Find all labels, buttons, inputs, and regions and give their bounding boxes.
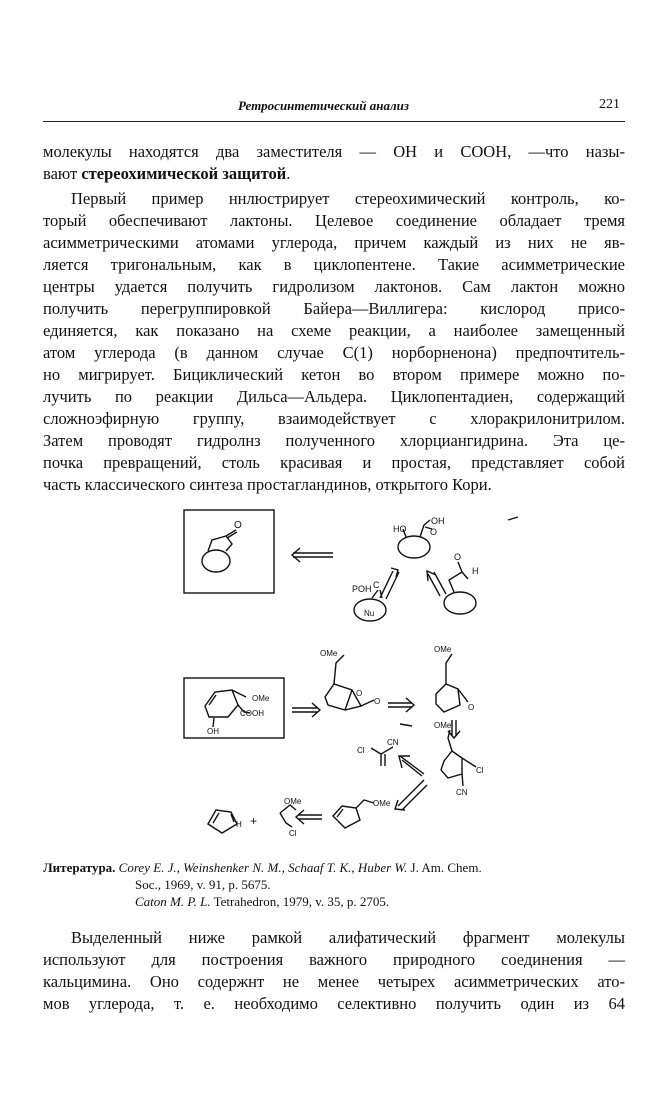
scheme-label-c: C — [373, 580, 380, 590]
scheme-label-o4: O — [356, 689, 363, 698]
para2-line: но мигрирует. Бициклический кетон во втором примере можно по- — [43, 365, 625, 384]
scheme-label-o2: O — [430, 527, 438, 537]
scheme-label-h1: H — [472, 566, 479, 576]
para2-line: лучить по реакции Дильса—Альдера. Циклопентадиен, содержащий — [43, 387, 625, 406]
para2-line: Затем проводят гидролнз полученного хлорциангидрина. Эта це- — [43, 431, 625, 450]
norbornenone-cage — [436, 684, 460, 712]
paragraph-1-line: молекулы находятся два заместителя — ОН и СООН, —что назы- — [43, 142, 625, 161]
stray-mark — [508, 517, 518, 520]
forward-arrow-2 — [388, 698, 414, 712]
paragraph-1-line — [43, 163, 625, 185]
paragraph-3 — [43, 927, 625, 1015]
scheme-label-oh-bottom: OH — [207, 727, 219, 736]
bicyclic-lactone-carbonyl — [361, 700, 374, 706]
scheme-label-ome-lactone: OMe — [320, 649, 338, 658]
adduct-bonds — [448, 730, 476, 786]
lactone-target-box — [184, 510, 274, 593]
retro-arrow-up-diag — [395, 780, 427, 810]
chloroacrylonitrile — [371, 747, 393, 766]
scheme-label-o5: O — [374, 697, 381, 706]
retro-arrow-up-left — [380, 568, 399, 599]
paragraph-2 — [43, 188, 625, 496]
target-compound-box — [184, 678, 284, 738]
para2-line: центры удается получить гидролизом лактонов. Сам лактон можно — [43, 277, 625, 296]
para2-line: атом углерода (в данном случае С(1) норборненона) предпочтитель- — [43, 343, 625, 362]
header-rule — [43, 121, 625, 122]
scheme-label-plus: + — [250, 814, 258, 828]
scheme-label-o6: O — [468, 703, 475, 712]
para3-line: кальцимина. Оно содержнт не менее четырех асимметрических ато- — [43, 972, 625, 991]
para2-line: Первый пример ннлюстрирует стереохимический контроль, ко- — [71, 189, 625, 208]
scheme-label-ome-target: OMe — [252, 694, 270, 703]
substituted-cyclopentadiene-side-chain — [356, 800, 374, 808]
aldehyde-bonds — [449, 572, 468, 592]
scheme-label-ho: HO — [393, 524, 407, 534]
reference-2-authors: Caton M. P. L. — [135, 894, 211, 909]
scheme-label-oh-top: OH — [431, 516, 445, 526]
paragraph-1 — [43, 141, 625, 185]
scheme-label-o1: O — [234, 520, 242, 531]
scheme-label-cl-acryl: Cl — [357, 746, 365, 755]
retro-arrow-left-diag — [399, 756, 424, 776]
bicyclic-lactone-bonds — [334, 655, 352, 710]
para2-line: единяется, как показано на схеме реакции, а наиболее замещенный — [43, 321, 625, 340]
scheme-label-ome-diene: OMe — [373, 799, 391, 808]
hydroxyacid-bonds — [403, 520, 430, 537]
stereochemical-protection-term: стереохимической защитой — [81, 164, 287, 183]
para3-line: мов углерода, т. е. необходимо селективно получить один из 64 — [43, 994, 625, 1013]
forward-arrow-1 — [292, 703, 320, 717]
retro-arrow-stub — [400, 724, 412, 726]
para2-line: часть классического синтеза простагландинов, открытого Кори. — [43, 475, 492, 494]
para3-line: используют для построения важного природного соединения — — [43, 950, 625, 969]
para2-line: почка превращений, столь красивая и простая, представляет собой — [43, 453, 625, 472]
scheme-label-cl-ether: Cl — [289, 829, 297, 838]
page-number: 221 — [599, 97, 620, 112]
running-title: Ретросинтетический анализ — [238, 98, 409, 113]
para1-suffix: . — [286, 164, 291, 183]
references-label: Литература. — [43, 860, 116, 875]
reference-1-journal: J. Am. Chem. — [410, 860, 482, 875]
scheme-label-h-plus: H — [236, 820, 242, 829]
scheme-label-ome-ether: OMe — [284, 797, 302, 806]
lactone-ring — [202, 550, 230, 572]
retro-arrow-1 — [292, 548, 333, 562]
para2-line: торый обеспечивают лактоны. Целевое соединение обладает тремя — [43, 211, 625, 230]
scheme-label-ome-adduct: OMe — [434, 721, 452, 730]
reference-2-details: Tetrahedron, 1979, v. 35, p. 2705. — [213, 894, 390, 909]
reference-1-authors: Corey E. J., Weinshenker N. M., Schaaf T. K., Huber W. — [118, 860, 408, 875]
chloromethyl-ether — [280, 805, 296, 827]
aldehyde-carbonyl — [458, 562, 462, 572]
para2-line: ляется тригональным, как в циклопентене. Такие асимметрические — [43, 255, 625, 274]
retro-arrow-up-right — [427, 571, 446, 596]
scheme-label-cn-acryl: CN — [387, 738, 399, 747]
reference-1 — [43, 859, 633, 876]
para2-line: асимметрическими атомами углерода, причем каждый из них не яв- — [43, 233, 625, 252]
reaction-scheme — [0, 498, 663, 843]
lactone-carbonyl — [226, 530, 237, 538]
cyclopentadienyl-ring — [208, 810, 237, 833]
scheme-label-cn-adduct: CN — [456, 788, 468, 797]
scheme-label-ome-ketone: OMe — [434, 645, 452, 654]
retro-arrow-bottom — [296, 810, 322, 824]
lactone-bridge — [208, 536, 232, 551]
norbornenone-bonds — [446, 654, 468, 702]
scheme-label-cl-adduct: Cl — [476, 766, 484, 775]
aldehyde-ring — [444, 592, 476, 614]
scheme-label-cooh: COOH — [240, 709, 264, 718]
adduct-cage — [441, 751, 462, 778]
para1-prefix: вают — [43, 164, 82, 183]
hydroxyacid-ring — [398, 536, 430, 558]
scheme-label-poh: POH — [352, 584, 372, 594]
para2-line: сложноэфирную группу, взаимодействует с хлоракрилонитрилом. — [43, 409, 625, 428]
reference-2 — [43, 893, 633, 910]
references — [43, 859, 633, 910]
reference-1-continuation: Soc., 1969, v. 91, p. 5675. — [135, 877, 271, 892]
para3-line: Выделенный ниже рамкой алифатический фрагмент молекулы — [71, 928, 625, 947]
scheme-label-nu: Nu — [364, 609, 375, 618]
cyclopentadienyl-double-bonds — [213, 813, 234, 823]
scheme-label-o3: O — [454, 552, 462, 562]
para2-line: получить перегруппировкой Байера—Виллигера: кислород присо- — [43, 299, 625, 318]
